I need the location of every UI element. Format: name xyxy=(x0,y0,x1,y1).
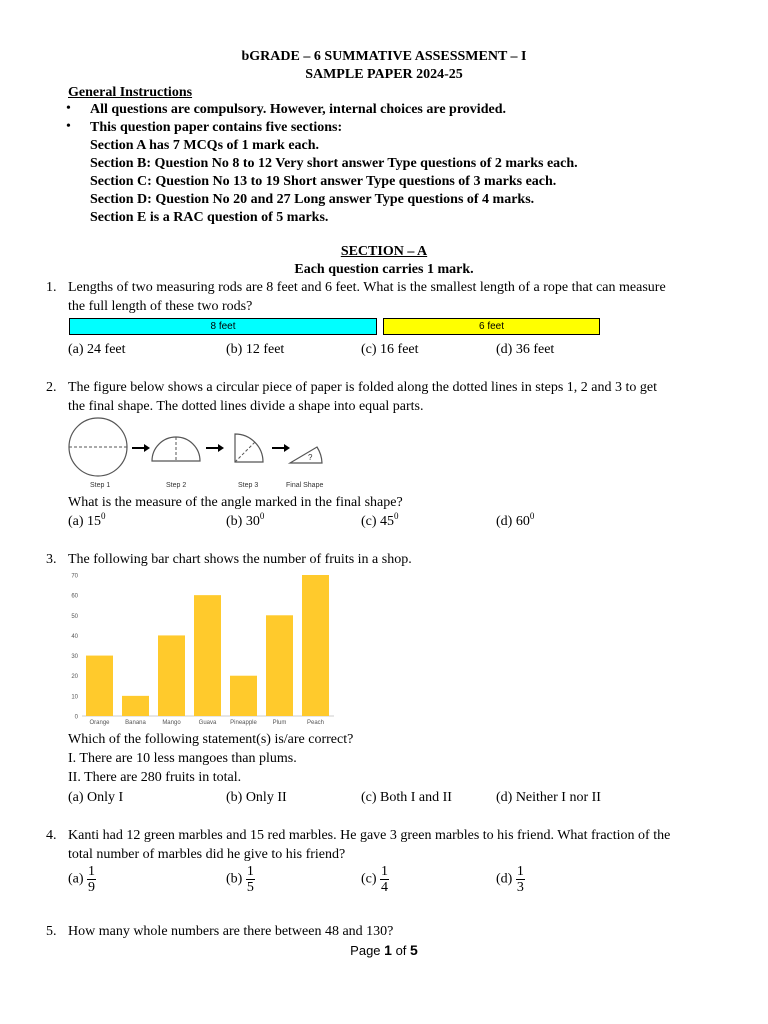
fold-line xyxy=(235,442,255,462)
option-c[interactable]: (c) Both I and II xyxy=(361,790,452,805)
final-sector-shape xyxy=(290,447,322,463)
fraction: $\frac{1}{9}$ xyxy=(88,864,96,895)
question-text: How many whole numbers are there between 48 and 130? xyxy=(68,924,394,939)
option-a[interactable]: (a) $\frac{1}{9}$ xyxy=(68,864,96,895)
option-d[interactable]: (d) $60^0$ xyxy=(496,511,535,529)
page-footer: Page 1 of 5 xyxy=(350,942,418,958)
option-b[interactable]: (b) $\frac{1}{5}$ xyxy=(226,864,254,895)
question-text: Which of the following statement(s) is/are correct? xyxy=(68,732,354,747)
step-label: Step 1 xyxy=(90,482,111,489)
question-number: 3. xyxy=(46,552,57,567)
fraction: $\frac{1}{4}$ xyxy=(381,864,389,895)
question-text: Kanti had 12 green marbles and 15 red marbles. He gave 3 green marbles to his friend. What fraction of the xyxy=(68,828,671,843)
y-tick-label: 60 xyxy=(71,593,78,600)
section-heading: SECTION – A xyxy=(340,244,428,259)
option-d[interactable]: (d) 36 feet xyxy=(496,342,555,357)
option-a[interactable]: (a) Only I xyxy=(68,790,124,805)
option-b[interactable]: (b) Only II xyxy=(226,790,287,805)
x-tick-label: Guava xyxy=(198,720,217,726)
arrow-head-icon xyxy=(218,444,224,452)
option-b[interactable]: (b) $30^0$ xyxy=(226,511,265,529)
step-label: Step 2 xyxy=(166,482,187,489)
instruction-section: Section D: Question No 20 and 27 Long answer Type questions of 4 marks. xyxy=(90,192,535,207)
fruit-bar-chart xyxy=(62,567,342,729)
instruction-bullet: This question paper contains five sections: xyxy=(90,120,343,135)
option-d[interactable]: (d) $\frac{1}{3}$ xyxy=(496,864,524,895)
section-subheading: Each question carries 1 mark. xyxy=(294,262,474,277)
bar-plum xyxy=(266,615,293,716)
bar-orange xyxy=(86,656,113,716)
bullet-icon: • xyxy=(66,119,71,134)
x-tick-label: Peach xyxy=(306,720,325,726)
bar-peach xyxy=(302,575,329,716)
instruction-section: Section A has 7 MCQs of 1 mark each. xyxy=(90,138,320,153)
question-text: What is the measure of the angle marked in the final shape? xyxy=(68,495,403,510)
y-tick-label: 0 xyxy=(74,714,78,721)
fraction: $\frac{1}{5}$ xyxy=(246,864,254,895)
x-tick-label: Mango xyxy=(162,720,181,726)
question-number: 5. xyxy=(46,924,57,939)
arrow-head-icon xyxy=(284,444,290,452)
paper-subtitle: SAMPLE PAPER 2024-25 xyxy=(305,67,463,82)
question-text: Lengths of two measuring rods are 8 feet and 6 feet. What is the smallest length of a rope that can measure xyxy=(68,280,666,295)
instruction-bullet: All questions are compulsory. However, internal choices are provided. xyxy=(90,102,506,117)
bar-banana xyxy=(122,696,149,716)
rod-label: 8 feet xyxy=(210,321,236,332)
question-text: total number of marbles did he give to his friend? xyxy=(68,847,346,862)
folding-figure xyxy=(64,414,354,492)
question-number: 4. xyxy=(46,828,57,843)
bar-pineapple xyxy=(230,676,257,716)
statement: II. There are 280 fruits in total. xyxy=(68,770,242,785)
x-tick-label: Pineapple xyxy=(230,720,257,726)
x-tick-label: Orange xyxy=(89,720,110,726)
instruction-section: Section C: Question No 13 to 19 Short answer Type questions of 3 marks each. xyxy=(90,174,557,189)
fraction: $\frac{1}{3}$ xyxy=(516,864,524,895)
option-a[interactable]: (a) $15^0$ xyxy=(68,511,106,529)
y-tick-label: 40 xyxy=(71,633,78,640)
instruction-section: Section E is a RAC question of 5 marks. xyxy=(90,210,329,225)
step-label: Final Shape xyxy=(286,482,324,489)
angle-mark: ? xyxy=(308,453,313,462)
option-a[interactable]: (a) 24 feet xyxy=(68,342,126,357)
step-label: Step 3 xyxy=(238,482,259,489)
arrow-head-icon xyxy=(144,444,150,452)
option-d[interactable]: (d) Neither I nor II xyxy=(496,790,601,805)
bullet-icon: • xyxy=(66,101,71,116)
option-c[interactable]: (c) $\frac{1}{4}$ xyxy=(361,864,389,895)
y-tick-label: 50 xyxy=(71,613,78,620)
question-text: The following bar chart shows the number of fruits in a shop. xyxy=(68,552,412,567)
bar-mango xyxy=(158,635,185,716)
x-tick-label: Banana xyxy=(125,720,146,726)
rod-8-feet xyxy=(69,318,377,335)
question-number: 1. xyxy=(46,280,57,295)
x-tick-label: Plum xyxy=(272,720,287,726)
question-text: the full length of these two rods? xyxy=(68,299,253,314)
y-tick-label: 20 xyxy=(71,674,78,681)
rod-label: 6 feet xyxy=(478,321,505,332)
statement: I. There are 10 less mangoes than plums. xyxy=(68,751,297,766)
option-c[interactable]: (c) $45^0$ xyxy=(361,511,399,529)
option-c[interactable]: (c) 16 feet xyxy=(361,342,419,357)
question-text: The figure below shows a circular piece of paper is folded along the dotted lines in steps 1, 2 and 3 to get xyxy=(68,380,657,395)
instruction-section: Section B: Question No 8 to 12 Very short answer Type questions of 2 marks each. xyxy=(90,156,578,171)
rod-6-feet xyxy=(383,318,600,335)
y-tick-label: 10 xyxy=(71,694,78,701)
bar-guava xyxy=(194,595,221,716)
instructions-heading: General Instructions xyxy=(68,85,193,100)
circle-shape xyxy=(69,418,127,476)
question-text: the final shape. The dotted lines divide a shape into equal parts. xyxy=(68,399,424,414)
question-number: 2. xyxy=(46,380,57,395)
paper-title: bGRADE – 6 SUMMATIVE ASSESSMENT – I xyxy=(241,49,527,64)
y-tick-label: 70 xyxy=(71,573,78,580)
y-tick-label: 30 xyxy=(71,654,78,661)
option-b[interactable]: (b) 12 feet xyxy=(226,342,285,357)
